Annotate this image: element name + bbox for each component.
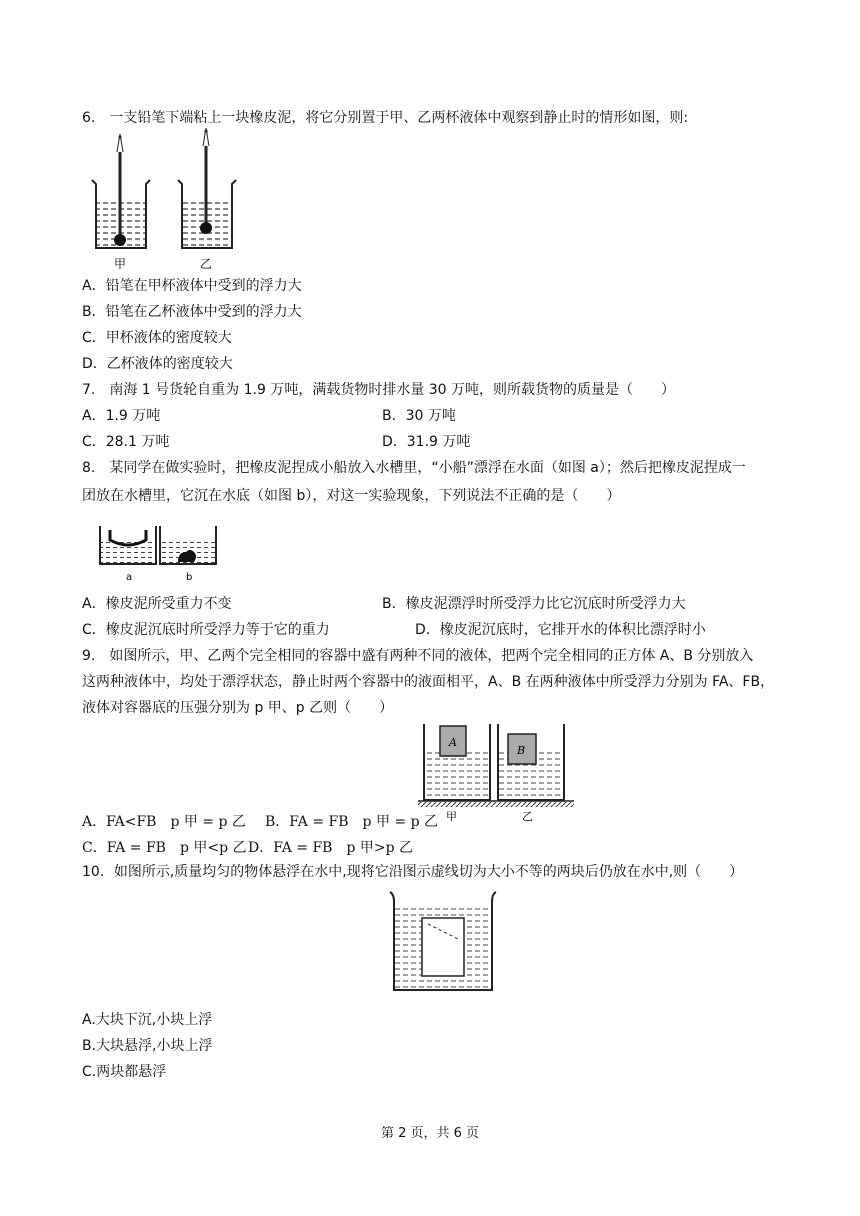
q6-option-b: B．铅笔在乙杯液体中受到的浮力大: [82, 304, 302, 320]
q8-figure: [98, 520, 222, 586]
q6-stem: 6. 一支铅笔下端粘上一块橡皮泥，将它分别置于甲、乙两杯液体中观察到静止时的情形如图，则:: [82, 110, 689, 126]
container-jia: [424, 724, 490, 800]
q10-stem: 10．如图所示,质量均匀的物体悬浮在水中,现将它沿图示虚线切为大小不等的两块后仍放在水中,则（ ）: [82, 864, 744, 880]
q8-option-b: B．橡皮泥漂浮时所受浮力比它沉底时所受浮力大: [382, 596, 686, 612]
q9-stem-line2: 这两种液体中，均处于漂浮状态，静止时两个容器中的液面相平，A、B 在两种液体中所受浮力分别为 FA、FB，: [82, 674, 775, 690]
q8-option-c: C．橡皮泥沉底时所受浮力等于它的重力: [82, 622, 330, 638]
label-b: b: [186, 572, 193, 583]
suspended-block: [422, 918, 464, 976]
label-a: a: [126, 572, 133, 583]
page-footer: 第 2 页，共 6 页: [380, 1126, 480, 1141]
q10-option-c: C.两块都悬浮: [82, 1064, 167, 1080]
q8-option-d: D．橡皮泥沉底时，它排开水的体积比漂浮时小: [415, 622, 706, 638]
q10-figure: [386, 888, 500, 998]
beaker-jia: [92, 134, 150, 248]
q9-figure: [418, 720, 578, 824]
trough-b: [160, 526, 216, 564]
q9-option-b: B．FA = FB p 甲 = p 乙: [265, 814, 438, 830]
q9-option-c: C．FA = FB p 甲<p 乙: [82, 840, 247, 856]
q7-option-d: D．31.9 万吨: [382, 434, 471, 450]
container-label-yi: 乙: [522, 810, 533, 823]
beaker-yi: [178, 128, 236, 248]
label-jia: 甲: [114, 257, 127, 271]
label-yi: 乙: [200, 257, 213, 271]
q6-figure: [86, 128, 246, 276]
q7-option-b: B．30 万吨: [382, 408, 456, 424]
q9-option-a: A．FA<FB p 甲 = p 乙: [82, 814, 246, 830]
q6-option-d: D．乙杯液体的密度较大: [82, 356, 233, 372]
q6-option-a: A．铅笔在甲杯液体中受到的浮力大: [82, 278, 302, 294]
q7-stem: 7. 南海 1 号货轮自重为 1.9 万吨，满载货物时排水量 30 万吨，则所载货物的质量是（ ）: [82, 382, 676, 398]
q7-option-a: A．1.9 万吨: [82, 408, 161, 424]
container-yi: [498, 724, 564, 800]
cube-a-label: A: [449, 736, 457, 749]
cube-b-label: B: [517, 744, 526, 757]
q8-stem-line1: 8. 某同学在做实验时，把橡皮泥捏成小船放入水槽里，“小船”漂浮在水面（如图 a）；然后把橡皮泥捏成一: [82, 460, 746, 476]
q9-stem-line3: 液体对容器底的压强分别为 p 甲、p 乙则（ ）: [82, 700, 394, 716]
q8-option-a: A．橡皮泥所受重力不变: [82, 596, 232, 612]
q6-option-c: C．甲杯液体的密度较大: [82, 330, 232, 346]
q10-option-b: B.大块悬浮,小块上浮: [82, 1038, 213, 1054]
q7-option-c: C．28.1 万吨: [82, 434, 170, 450]
trough-a: [100, 526, 156, 564]
q9-option-d: D．FA = FB p 甲>p 乙: [248, 840, 414, 856]
q9-stem-line1: 9. 如图所示，甲、乙两个完全相同的容器中盛有两种不同的液体，把两个完全相同的正方体 A、B 分别放入: [82, 648, 754, 664]
q8-stem-line2: 团放在水槽里，它沉在水底（如图 b），对这一实验现象，下列说法不正确的是（ ）: [82, 488, 621, 504]
container-label-jia: 甲: [446, 810, 457, 823]
q10-option-a: A.大块下沉,小块上浮: [82, 1012, 213, 1028]
